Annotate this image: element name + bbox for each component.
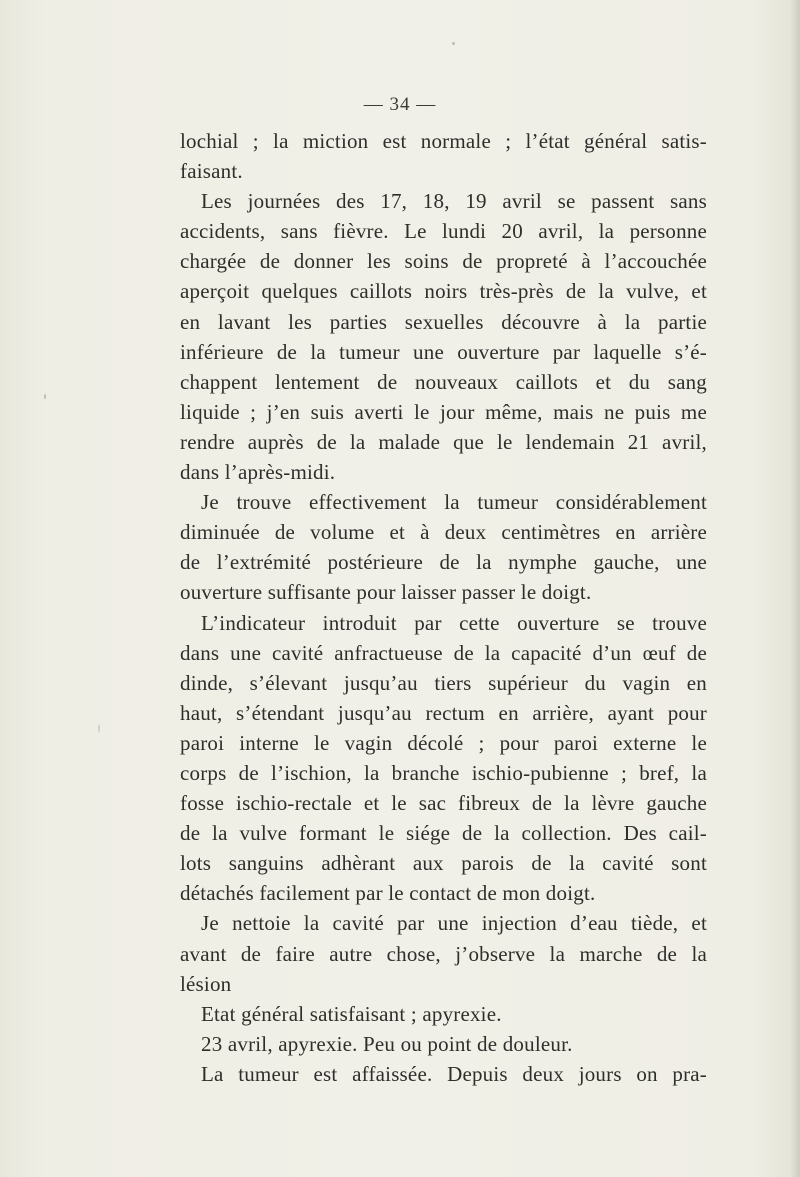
text-line: chargée de donner les soins de propreté à l’accouchée — [180, 249, 707, 274]
text-line: de la vulve formant le siége de la collection. Des cail- — [180, 821, 707, 846]
text-line: Je nettoie la cavité par une injection d’eau tiède, et — [201, 911, 707, 936]
paper-speck — [452, 42, 455, 45]
text-line: aperçoit quelques caillots noirs très-près de la vulve, et — [180, 279, 707, 304]
text-line: Je trouve effectivement la tumeur considérablement — [201, 490, 707, 515]
text-line: faisant. — [180, 159, 243, 184]
page-edge-shadow — [790, 0, 800, 1177]
text-line: rendre auprès de la malade que le lendemain 21 avril, — [180, 429, 707, 454]
text-line: fosse ischio-rectale et le sac fibreux de la lèvre gauche — [180, 791, 707, 816]
text-line: L’indicateur introduit par cette ouverture se trouve — [201, 610, 707, 635]
text-line: haut, s’étendant jusqu’au rectum en arrière, ayant pour — [180, 700, 707, 725]
text-line: 23 avril, apyrexie. Peu ou point de douleur. — [201, 1031, 573, 1056]
paper-speck — [98, 724, 100, 733]
text-line: liquide ; j’en suis averti le jour même, mais ne puis me — [180, 399, 707, 424]
text-line: dans l’après-midi. — [180, 460, 336, 485]
text-line: diminuée de volume et à deux centimètres en arrière — [180, 520, 707, 545]
text-line: dans une cavité anfractueuse de la capacité d’un œuf de — [180, 640, 707, 665]
body-text — [180, 126, 707, 1089]
page-number: — 34 — — [363, 94, 437, 115]
text-line: dinde, s’élevant jusqu’au tiers supérieur du vagin en — [180, 670, 707, 695]
text-line: lésion — [180, 971, 232, 996]
text-line: avant de faire autre chose, j’observe la marche de la — [180, 941, 707, 966]
paper-speck — [44, 394, 46, 399]
text-line: accidents, sans fièvre. Le lundi 20 avril, la personne — [180, 219, 707, 244]
text-line: Les journées des 17, 18, 19 avril se passent sans — [201, 189, 707, 214]
text-line: chappent lentement de nouveaux caillots et du sang — [180, 369, 707, 394]
text-line: corps de l’ischion, la branche ischio-pubienne ; bref, la — [180, 760, 707, 785]
text-line: La tumeur est affaissée. Depuis deux jours on pra- — [201, 1061, 707, 1086]
text-line: inférieure de la tumeur une ouverture par laquelle s’é- — [180, 339, 707, 364]
text-line: ouverture suffisante pour laisser passer le doigt. — [180, 580, 592, 605]
text-line: en lavant les parties sexuelles découvre à la partie — [180, 309, 707, 334]
text-line: paroi interne le vagin décolé ; pour paroi externe le — [180, 730, 707, 755]
text-line: détachés facilement par le contact de mon doigt. — [180, 881, 596, 906]
text-line: de l’extrémité postérieure de la nymphe gauche, une — [180, 550, 707, 575]
text-line: lots sanguins adhèrant aux parois de la cavité sont — [180, 851, 707, 876]
text-line: lochial ; la miction est normale ; l’état général satis- — [180, 129, 707, 153]
text-line: Etat général satisfaisant ; apyrexie. — [201, 1001, 502, 1026]
